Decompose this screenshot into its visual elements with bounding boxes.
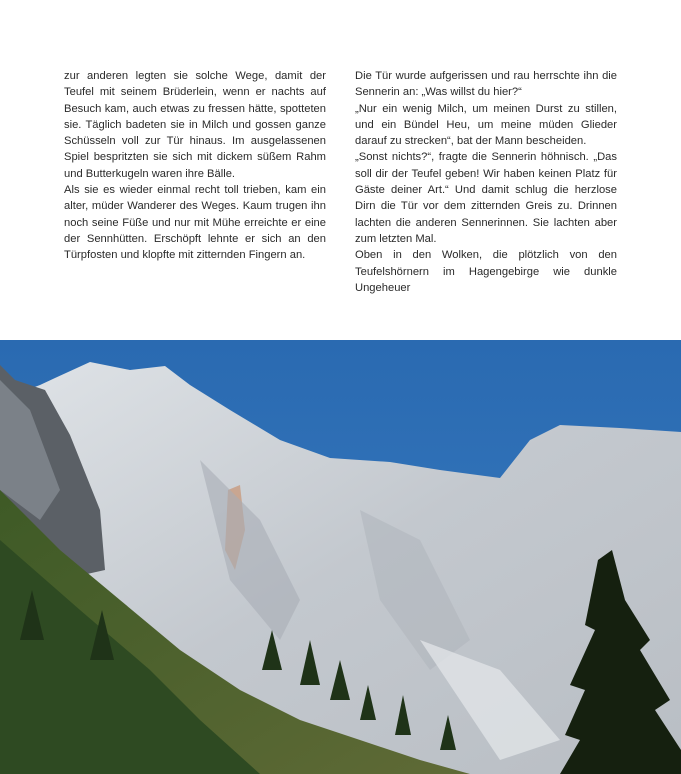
mountain-photo — [0, 340, 681, 774]
paragraph: Die Tür wurde aufgerissen und rau herrschte ihn die Sennerin an: „Was willst du hier?“ — [355, 70, 617, 99]
paragraph: Als sie es wieder einmal recht toll trieben, kam ein alter, müder Wanderer des Weges. Kaum trugen ihn noch seine Füße und nur mit Mühe erreichte er eine der Sennhütten. Erschöpft lehnte er sich an den Türpfosten und klopfte mit zitternden Fingern an. — [64, 184, 326, 262]
mountain-image-icon — [0, 340, 681, 774]
paragraph: Oben in den Wolken, die plötzlich von den Teufelshörnern im Hagengebirge wie dunkle Ungeheuer — [355, 249, 617, 294]
text-column-right — [355, 68, 617, 296]
text-column-left — [64, 68, 326, 264]
paragraph: „Nur ein wenig Milch, um meinen Durst zu stillen, und ein Bündel Heu, um meine müden Glieder darauf zu strecken“, bat der Mann bescheiden. — [355, 102, 617, 148]
paragraph: zur anderen legten sie solche Wege, damit der Teufel mit seinem Brüderlein, wenn er nachts auf Besuch kam, auch etwas zu fressen hätte, spotteten sie. Täglich badeten sie in Milch und gossen ganze Schüsseln voll zur Tür hinaus. Im ausgelassenen Spiel bespritzten sie sich mit dickem süßem Rahm und Butterkugeln waren ihre Bälle. — [64, 70, 326, 180]
paragraph: „Sonst nichts?“, fragte die Sennerin höhnisch. „Das soll dir der Teufel geben! Wir haben keinen Platz für Gäste deiner Art.“ Und damit schlug die herzlose Dirn die Tür vor dem zitternden Greis zu. Drinnen lachten die anderen Sennerinnen. Sie lachten aber zum letzten Mal. — [355, 151, 617, 245]
